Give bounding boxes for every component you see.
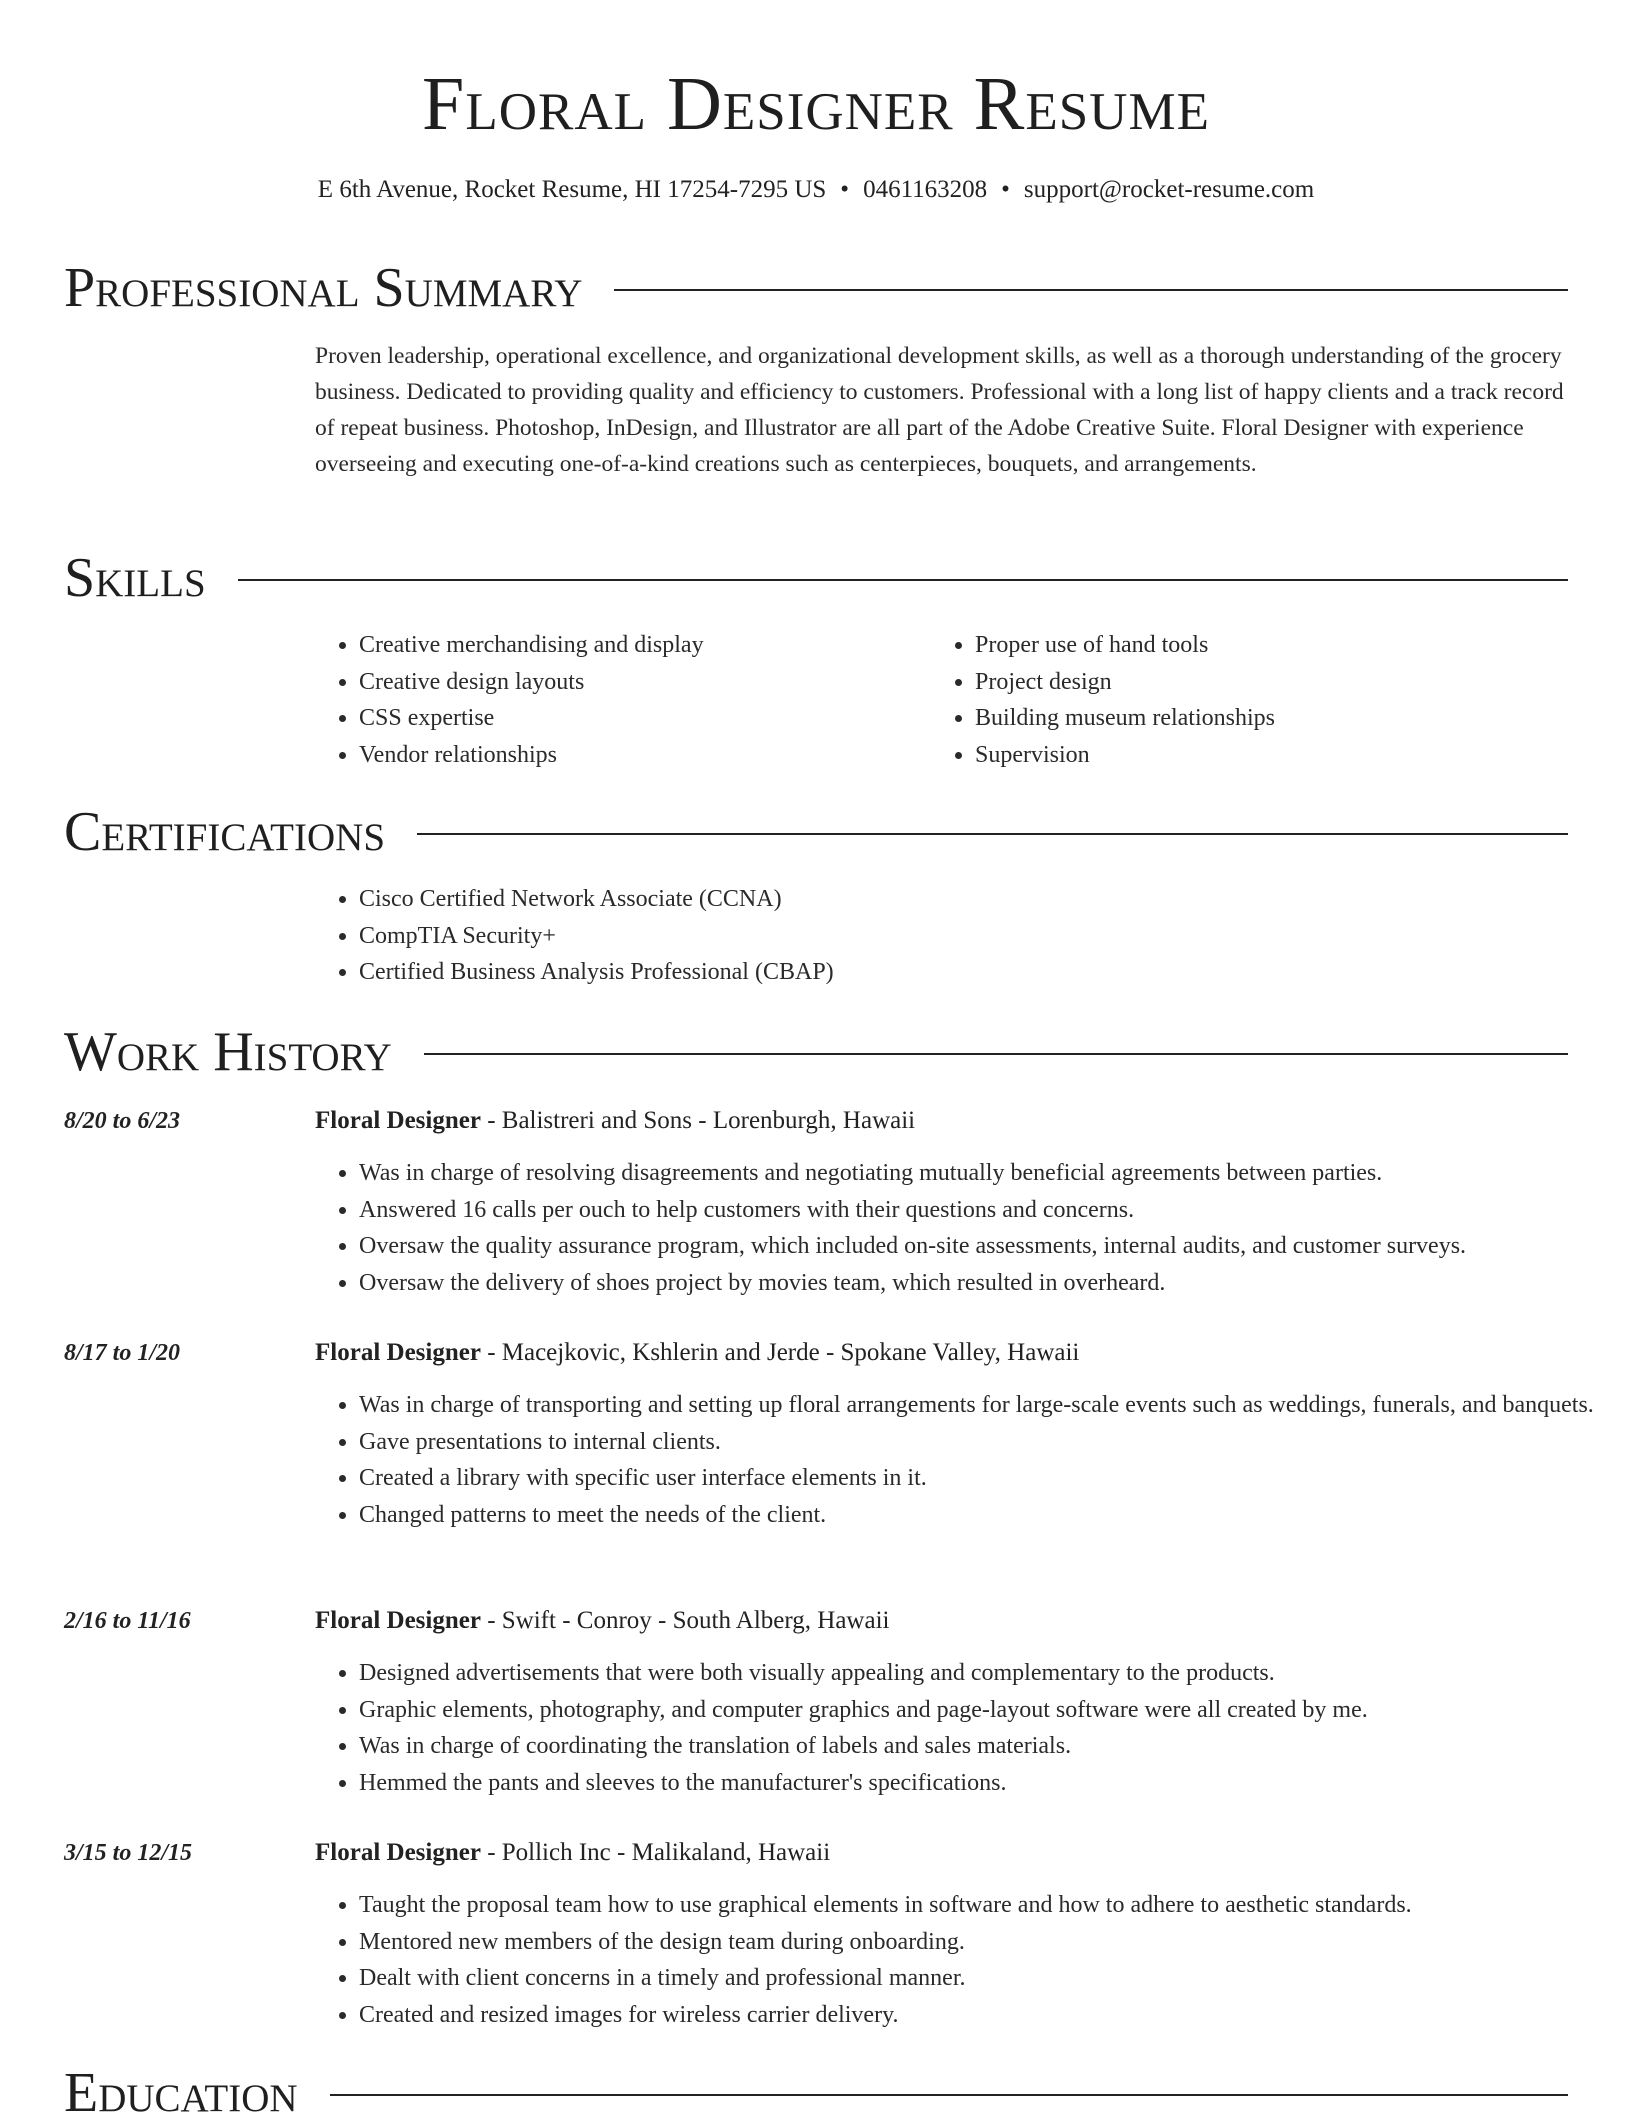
section-divider: [424, 1053, 1568, 1055]
work-headline: [315, 1103, 915, 1139]
section-heading-summary: [64, 253, 1568, 323]
section-divider: [417, 833, 1568, 835]
contact-phone: 0461163208: [863, 176, 988, 203]
work-dates: 3/15 to 12/15: [64, 1840, 193, 1866]
work-employer-location: - Balistreri and Sons - Lorenburgh, Hawaii: [480, 1107, 916, 1134]
skill-item: • CSS expertise: [359, 700, 959, 737]
work-dates: 8/17 to 1/20: [64, 1340, 181, 1366]
section-divider: [330, 2094, 1568, 2096]
section-heading-work-history: [64, 1017, 1568, 1087]
work-duties-list: [315, 1887, 1612, 2033]
work-headline: [315, 1835, 830, 1871]
skill-item: • Creative design layouts: [359, 664, 959, 701]
work-employer-location: - Swift - Conroy - South Alberg, Hawaii: [480, 1607, 890, 1634]
section-divider: [238, 579, 1568, 581]
skills-list-left: [315, 627, 959, 773]
duty-item: • Taught the proposal team how to use graphical elements in software and how to adhere to aesthetic standards.: [359, 1887, 1612, 1924]
duty-item: • Changed patterns to meet the needs of the client.: [359, 1497, 1612, 1534]
work-role: Floral Designer: [315, 1339, 481, 1366]
section-title: Skills: [64, 547, 206, 609]
duty-item: • Graphic elements, photography, and computer graphics and page-layout software were all created by me.: [359, 1692, 1612, 1729]
work-duties-list: [315, 1387, 1612, 1533]
section-title: Work History: [64, 1021, 392, 1083]
duty-item: • Gave presentations to internal clients.: [359, 1424, 1612, 1461]
work-dates: 2/16 to 11/16: [64, 1608, 191, 1634]
contact-separator: •: [1001, 176, 1010, 203]
duty-item: • Was in charge of coordinating the translation of labels and sales materials.: [359, 1728, 1612, 1765]
duty-item: • Answered 16 calls per ouch to help customers with their questions and concerns.: [359, 1192, 1612, 1229]
work-role: Floral Designer: [315, 1607, 481, 1634]
skill-item: • Proper use of hand tools: [975, 627, 1575, 664]
duty-item: • Hemmed the pants and sleeves to the manufacturer's specifications.: [359, 1765, 1612, 1802]
duty-item: • Designed advertisements that were both visually appealing and complementary to the products.: [359, 1655, 1612, 1692]
section-heading-skills: [64, 543, 1568, 613]
duty-item: • Oversaw the quality assurance program, which included on-site assessments, internal audits, and customer surveys.: [359, 1228, 1612, 1265]
duty-item: • Was in charge of transporting and setting up floral arrangements for large-scale events such as weddings, funerals, and banquets.: [359, 1387, 1612, 1424]
work-headline: [315, 1335, 1079, 1371]
section-title: Education: [64, 2062, 298, 2124]
duty-item: • Oversaw the delivery of shoes project by movies team, which resulted in overheard.: [359, 1265, 1612, 1302]
certification-item: • Certified Business Analysis Professional (CBAP): [359, 954, 1359, 991]
skill-item: • Creative merchandising and display: [359, 627, 959, 664]
duty-item: • Was in charge of resolving disagreements and negotiating mutually beneficial agreements between parties.: [359, 1155, 1612, 1192]
contact-address: E 6th Avenue, Rocket Resume, HI 17254-7295 US: [317, 176, 827, 203]
certification-item: • Cisco Certified Network Associate (CCNA): [359, 881, 1359, 918]
work-employer-location: - Macejkovic, Kshlerin and Jerde - Spokane Valley, Hawaii: [480, 1339, 1080, 1366]
work-employer-location: - Pollich Inc - Malikaland, Hawaii: [480, 1839, 831, 1866]
duty-item: • Mentored new members of the design team during onboarding.: [359, 1924, 1612, 1961]
duty-item: • Created a library with specific user interface elements in it.: [359, 1460, 1612, 1497]
certification-item: • CompTIA Security+: [359, 918, 1359, 955]
section-title: Certifications: [64, 801, 386, 863]
skill-item: • Building museum relationships: [975, 700, 1575, 737]
work-role: Floral Designer: [315, 1839, 481, 1866]
section-heading-education: [64, 2058, 1568, 2128]
skills-list-right: [931, 627, 1575, 773]
contact-line: [0, 172, 1632, 208]
work-duties-list: [315, 1155, 1612, 1301]
section-title: Professional Summary: [64, 257, 583, 319]
resume-title: Floral Designer Resume: [422, 62, 1210, 146]
duty-item: • Created and resized images for wireless carrier delivery.: [359, 1997, 1612, 2034]
skill-item: • Vendor relationships: [359, 737, 959, 774]
work-headline: [315, 1603, 889, 1639]
section-heading-certifications: [64, 797, 1568, 867]
work-dates: 8/20 to 6/23: [64, 1108, 181, 1134]
skill-item: • Supervision: [975, 737, 1575, 774]
work-role: Floral Designer: [315, 1107, 481, 1134]
certifications-list: [315, 881, 1359, 991]
contact-email: support@rocket-resume.com: [1023, 176, 1315, 203]
skill-item: • Project design: [975, 664, 1575, 701]
contact-separator: •: [840, 176, 850, 203]
duty-item: • Dealt with client concerns in a timely and professional manner.: [359, 1960, 1612, 1997]
professional-summary-text: Proven leadership, operational excellence, and organizational development skills, as well as a thorough understanding of the grocery business. Dedicated to providing quality and efficiency to customers. Professional with a long list of happy clients and a track record of repeat business. Photoshop, InDesign, and Illustrator are all part of the Adobe Creative Suite. Floral Designer with experience overseeing and executing one-of-a-kind creations such as centerpieces, bouquets, and arrangements.: [315, 343, 1564, 477]
work-duties-list: [315, 1655, 1612, 1801]
section-divider: [614, 289, 1568, 291]
